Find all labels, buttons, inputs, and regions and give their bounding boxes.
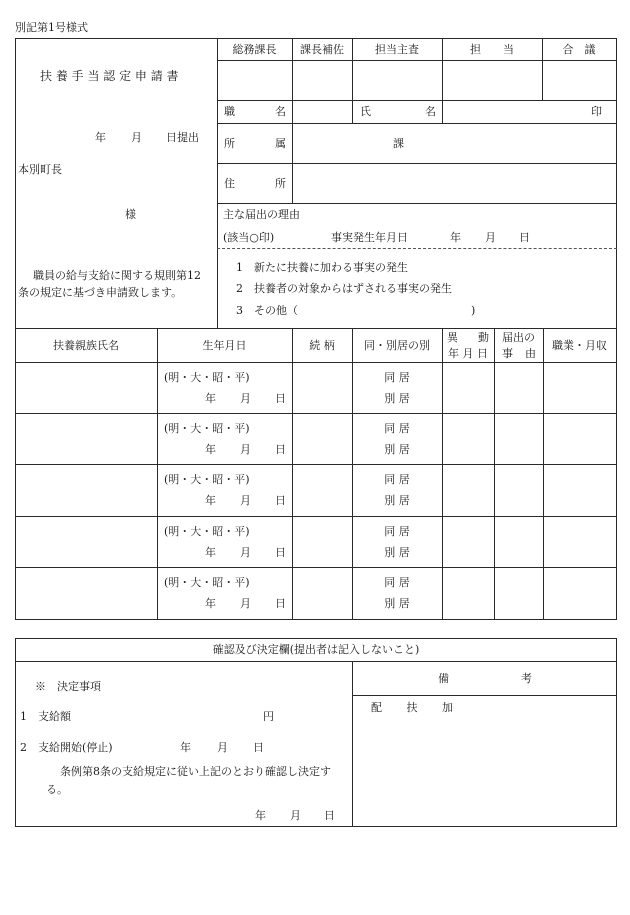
position-field[interactable] [293, 101, 352, 123]
col-header-residence: 同・別居の別 [364, 339, 430, 352]
approval-col-senior-staff: 担当主査 [375, 43, 419, 56]
residence-cohabit-option[interactable]: 同 居 [384, 422, 410, 435]
frame-top-border [15, 38, 617, 39]
birth-year: 年 [205, 546, 216, 559]
submit-month: 月 [131, 131, 142, 144]
frame-bottom-border [15, 619, 617, 620]
addressee: 本別町長 [18, 163, 62, 176]
col-header-change-date-top: 異 動 [447, 331, 489, 344]
reason-other-field[interactable] [298, 302, 468, 318]
occupation-income-field[interactable] [544, 363, 616, 413]
approval-col-general-affairs-chief: 総務課長 [232, 43, 277, 56]
residence-separate-option[interactable]: 別 居 [384, 494, 410, 507]
payment-start-day: 日 [253, 741, 264, 754]
reason-option[interactable]: 2 扶養者の対象からはずされる事実の発生 [236, 282, 452, 295]
birth-month: 月 [240, 546, 251, 559]
declaration-line-1: 職員の給与支給に関する規則第12 [33, 269, 201, 282]
dependent-name-field[interactable] [16, 465, 157, 516]
form-title: 扶 養 手 当 認 定 申 請 書 [40, 69, 179, 83]
residence-cohabit-option[interactable]: 同 居 [384, 576, 410, 589]
reason-instruction: (該当○印) [223, 231, 275, 244]
residence-cohabit-option[interactable]: 同 居 [384, 525, 410, 538]
residence-separate-option[interactable]: 別 居 [384, 443, 410, 456]
residence-separate-option[interactable]: 別 居 [384, 392, 410, 405]
table-col-divider [157, 328, 158, 620]
notify-reason-field[interactable] [495, 465, 543, 516]
decision-title: 確認及び決定欄(提出者は記入しないこと) [212, 643, 420, 656]
change-date-field[interactable] [443, 414, 494, 464]
payment-start-label: 2 支給開始(停止) [20, 741, 113, 754]
change-date-field[interactable] [443, 465, 494, 516]
event-month: 月 [485, 231, 496, 244]
change-date-field[interactable] [443, 568, 494, 619]
col-header-birthdate: 生年月日 [202, 339, 247, 352]
birth-era-options[interactable]: (明・大・昭・平) [164, 576, 250, 589]
department-field[interactable] [293, 124, 383, 163]
address-field[interactable] [293, 164, 616, 203]
occupation-income-field[interactable] [544, 517, 616, 567]
birth-month: 月 [240, 597, 251, 610]
declaration-line-2: 条の規定に基づき申請致します。 [18, 286, 183, 299]
occupation-income-field[interactable] [544, 414, 616, 464]
relationship-field[interactable] [293, 568, 352, 619]
distribution-label: 配 扶 加 [371, 701, 453, 714]
relationship-field[interactable] [293, 414, 352, 464]
approval-col-assistant-chief: 課長補佐 [300, 43, 344, 56]
stamp-cell-consultation[interactable] [543, 61, 616, 100]
relationship-field[interactable] [293, 363, 352, 413]
payment-amount-field[interactable] [100, 706, 260, 724]
decision-title-rule [15, 661, 617, 662]
payment-start-year: 年 [180, 741, 191, 754]
birth-year: 年 [205, 494, 216, 507]
birth-day: 日 [275, 546, 286, 559]
approval-col-consultation: 合 議 [562, 43, 596, 56]
position-label: 職 名 [224, 105, 286, 118]
submit-year: 年 [95, 131, 106, 144]
reason-option[interactable]: 3 その他（ [236, 304, 298, 317]
department-suffix: 課 [393, 137, 404, 150]
reason-other-close: ) [471, 304, 476, 317]
position-row-rule [217, 123, 617, 124]
stamp-cell-staff[interactable] [443, 61, 542, 100]
occupation-income-field[interactable] [544, 465, 616, 516]
remarks-field[interactable] [353, 720, 616, 825]
dependent-name-field[interactable] [16, 517, 157, 567]
event-year: 年 [450, 231, 461, 244]
relationship-field[interactable] [293, 517, 352, 567]
decision-subheading: ※ 決定事項 [35, 680, 101, 693]
stamp-cell-general-affairs-chief[interactable] [218, 61, 292, 100]
residence-separate-option[interactable]: 別 居 [384, 597, 410, 610]
col-header-notify-reason-top: 届出の [502, 331, 535, 344]
decision-bottom-border [15, 826, 617, 827]
notify-reason-field[interactable] [495, 517, 543, 567]
event-day: 日 [519, 231, 530, 244]
honorific: 様 [125, 208, 136, 221]
name-label: 氏 名 [360, 105, 436, 118]
decision-top-border [15, 638, 617, 639]
frame-right-border [616, 38, 617, 620]
reason-dashed-rule [217, 248, 617, 249]
birth-day: 日 [275, 392, 286, 405]
col-header-dependent-name: 扶養親族氏名 [53, 339, 119, 352]
birth-month: 月 [240, 443, 251, 456]
relationship-field[interactable] [293, 465, 352, 516]
notify-reason-field[interactable] [495, 414, 543, 464]
payment-amount-unit: 円 [263, 710, 274, 723]
reason-option[interactable]: 1 新たに扶養に加わる事実の発生 [236, 261, 408, 274]
col-header-notify-reason-bottom: 事 由 [502, 347, 536, 360]
payment-start-month: 月 [217, 741, 228, 754]
birth-year: 年 [205, 597, 216, 610]
form-number-label: 別記第1号様式 [15, 21, 88, 34]
residence-cohabit-option[interactable]: 同 居 [384, 473, 410, 486]
birth-day: 日 [275, 494, 286, 507]
table-header-top-rule [15, 328, 617, 329]
birth-month: 月 [240, 494, 251, 507]
residence-cohabit-option[interactable]: 同 居 [384, 371, 410, 384]
decision-left-border [15, 638, 16, 827]
notify-reason-field[interactable] [495, 363, 543, 413]
birth-year: 年 [205, 443, 216, 456]
stamp-cell-senior-staff[interactable] [353, 61, 442, 100]
change-date-field[interactable] [443, 363, 494, 413]
decision-right-border [616, 638, 617, 827]
birth-era-options[interactable]: (明・大・昭・平) [164, 473, 250, 486]
confirmation-line-1: 条例第8条の支給規定に従い上記のとおり確認し決定す [60, 765, 331, 778]
address-row-rule [217, 203, 617, 204]
event-date-label: 事実発生年月日 [331, 231, 408, 244]
dependent-name-field[interactable] [16, 568, 157, 619]
payment-amount-label: 1 支給額 [20, 710, 71, 723]
dependent-name-field[interactable] [16, 414, 157, 464]
col-header-occupation-income: 職業・月収 [552, 339, 607, 352]
col-header-relationship: 続 柄 [309, 339, 335, 352]
confirmation-year: 年 [255, 809, 266, 822]
col-header-change-date-bottom: 年 月 日 [448, 347, 488, 360]
confirmation-line-2: る。 [46, 783, 68, 796]
seal-mark: 印 [591, 105, 602, 118]
residence-separate-option[interactable]: 別 居 [384, 546, 410, 559]
birth-year: 年 [205, 392, 216, 405]
confirmation-month: 月 [290, 809, 301, 822]
birth-day: 日 [275, 597, 286, 610]
birth-era-options[interactable]: (明・大・昭・平) [164, 422, 250, 435]
reason-heading: 主な届出の理由 [223, 208, 300, 221]
submit-day: 日提出 [166, 131, 199, 144]
remarks-heading: 備 考 [438, 672, 532, 685]
department-label: 所 属 [224, 137, 286, 150]
address-label: 住 所 [224, 177, 286, 190]
dependent-name-field[interactable] [16, 363, 157, 413]
confirmation-day: 日 [324, 809, 335, 822]
birth-day: 日 [275, 443, 286, 456]
occupation-income-field[interactable] [544, 568, 616, 619]
remarks-header-rule [352, 695, 617, 696]
birth-era-options[interactable]: (明・大・昭・平) [164, 525, 250, 538]
birth-era-options[interactable]: (明・大・昭・平) [164, 371, 250, 384]
name-col-divider [352, 100, 353, 123]
change-date-field[interactable] [443, 517, 494, 567]
birth-month: 月 [240, 392, 251, 405]
stamp-cell-assistant-chief[interactable] [293, 61, 352, 100]
name-field[interactable] [443, 101, 583, 123]
notify-reason-field[interactable] [495, 568, 543, 619]
approval-col-staff: 担 当 [470, 43, 514, 56]
